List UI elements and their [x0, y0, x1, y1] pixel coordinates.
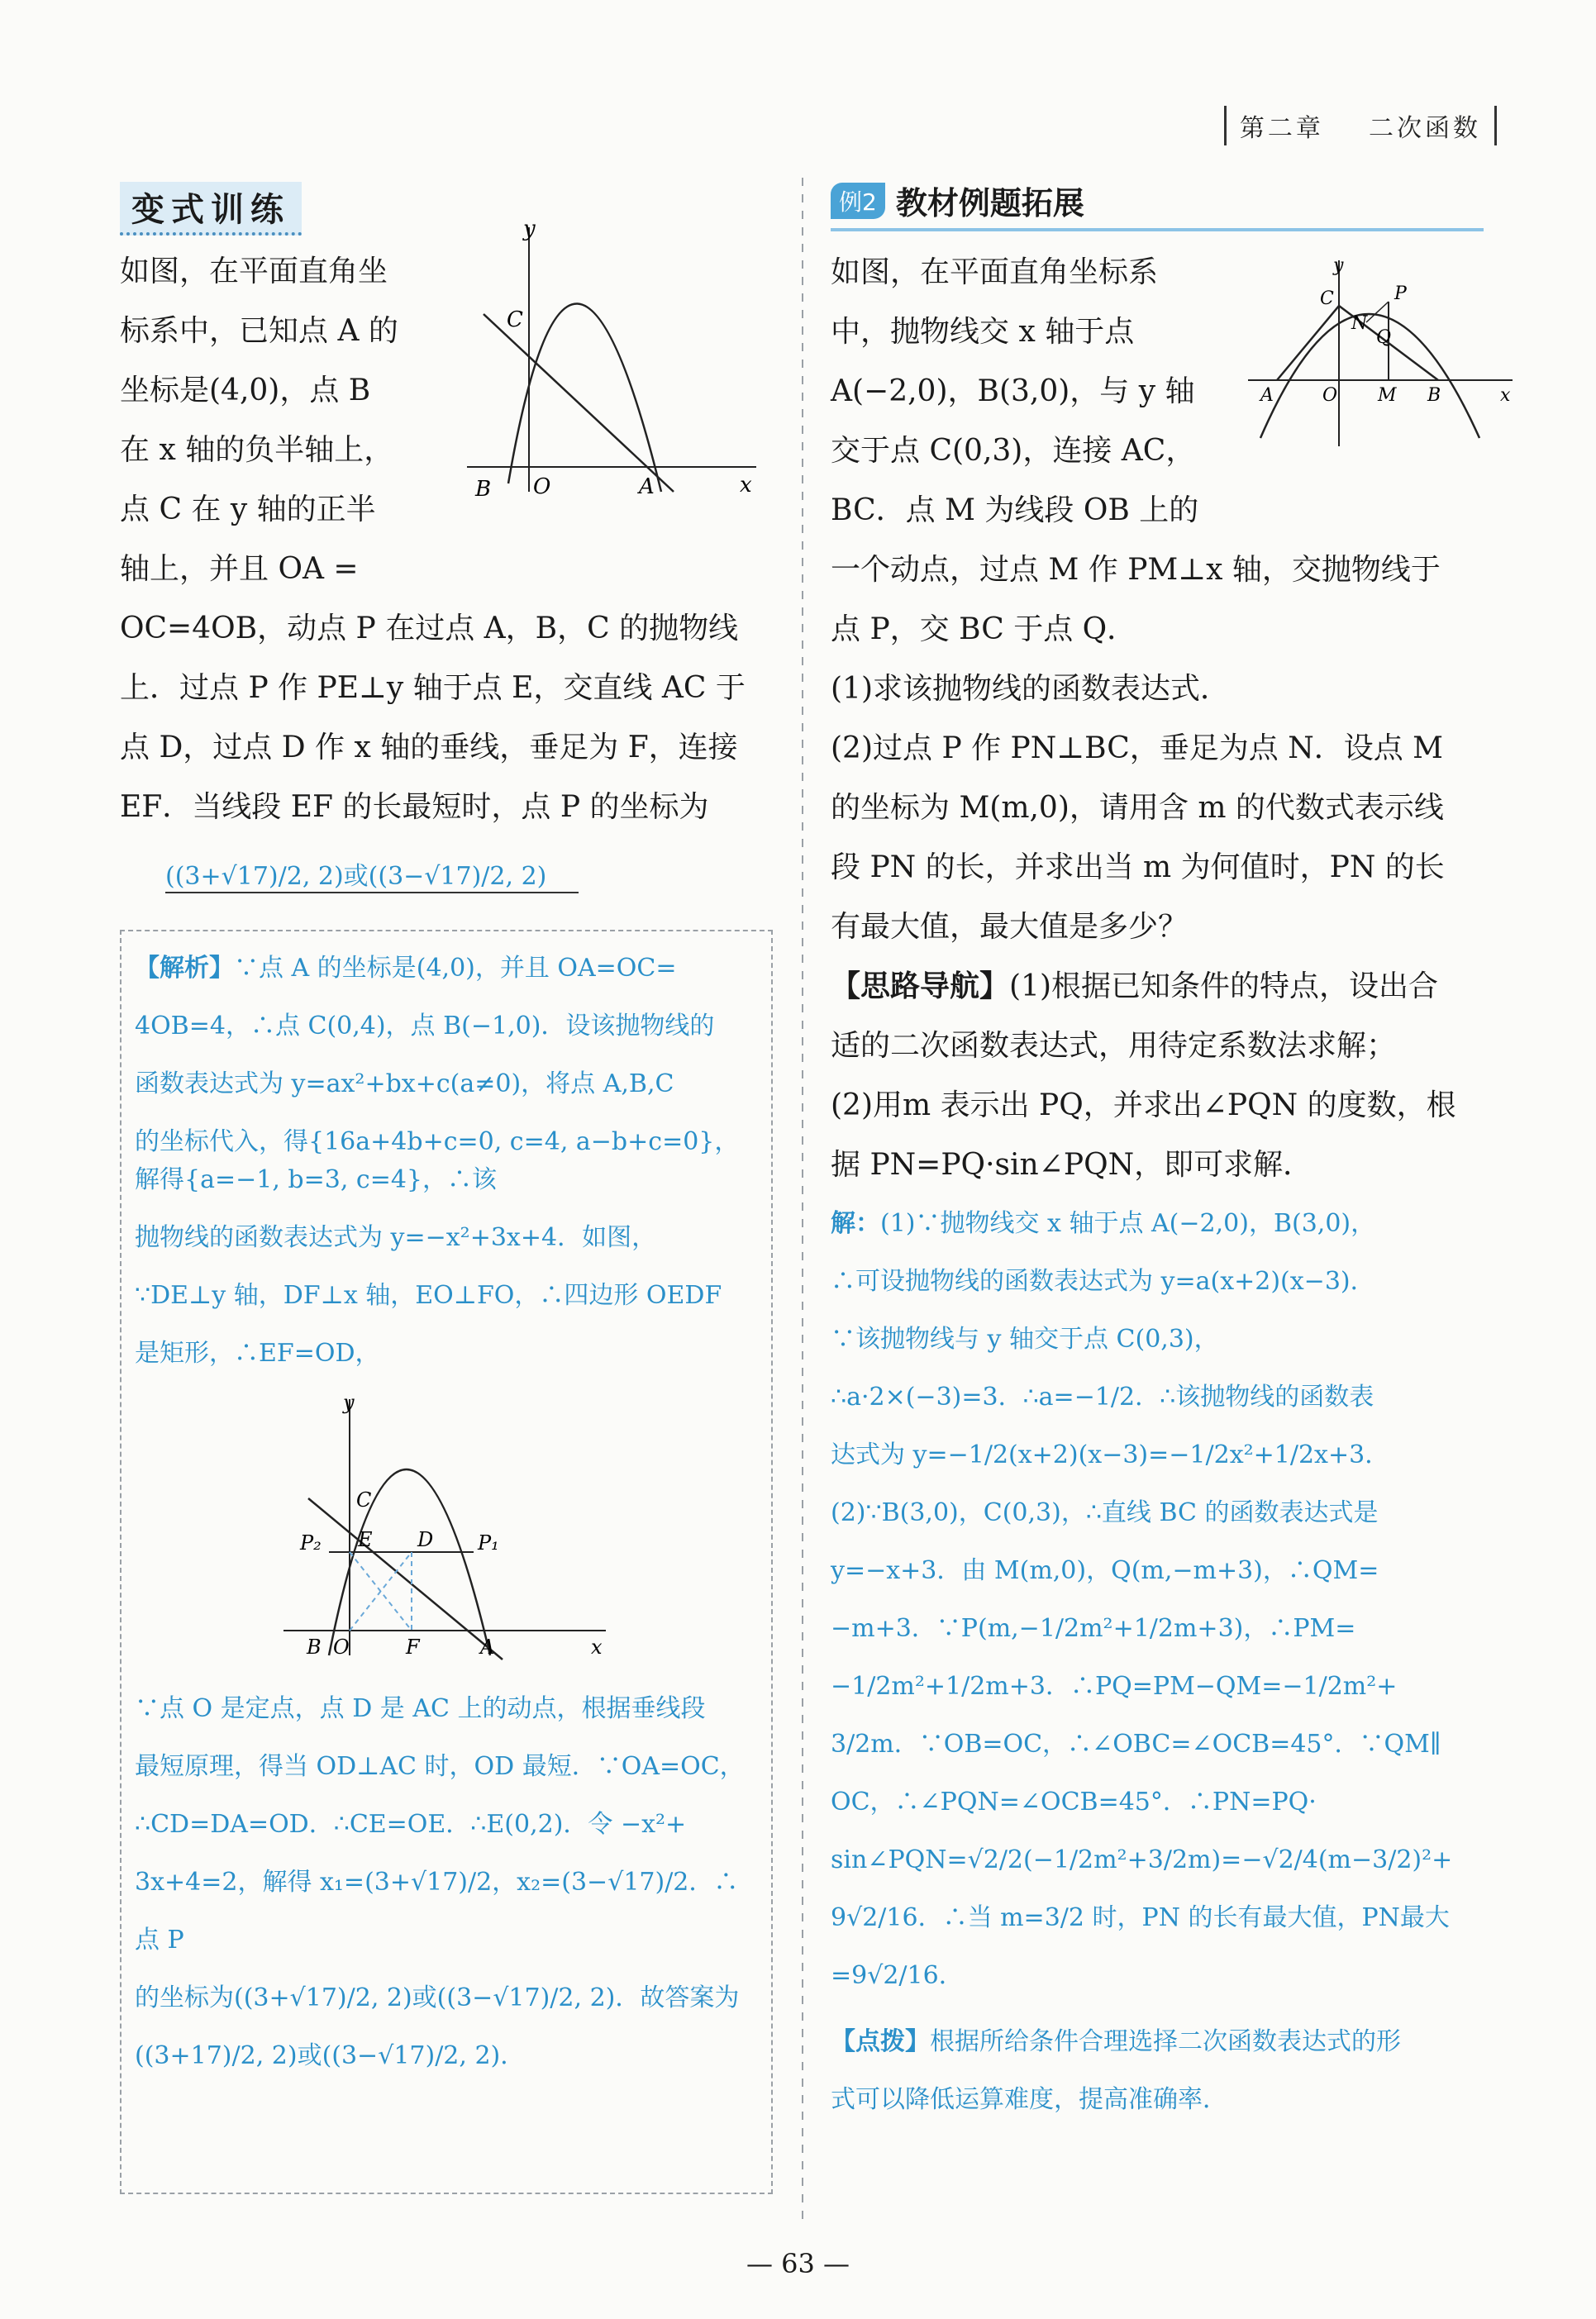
tip-text: 根据所给条件合理选择二次函数表达式的形: [930, 2027, 1401, 2056]
left-column: [120, 182, 773, 837]
analysis-figure: [267, 1391, 614, 1672]
solution-line: y=−x+3．由 M(m,0)，Q(m,−m+3)，∴QM=: [831, 1556, 1379, 1585]
x-axis-label: x: [740, 473, 752, 498]
example-figure: [1244, 256, 1517, 455]
tip-line: 式可以降低运算难度，提高准确率．: [831, 2085, 1227, 2114]
problem-line: OC=4OB，动点 P 在过点 A，B，C 的抛物线: [120, 612, 739, 645]
example-title: 教材例题拓展: [895, 185, 1084, 221]
point-n-label: N: [1351, 313, 1368, 334]
chapter-header: [1224, 106, 1497, 145]
solution-line: =9√2/16．: [831, 1961, 964, 1990]
analysis-box: [120, 930, 773, 2194]
problem-line: (2)过点 P 作 PN⊥BC，垂足为点 N．设点 M: [831, 731, 1444, 765]
x-axis-label: x: [591, 1636, 603, 1659]
analysis-line: 3x+4=2，解得 x₁=(3+√17)/2，x₂=(3−√17)/2．∴点 P: [135, 1868, 739, 1955]
example-heading: [831, 178, 1484, 231]
analysis-text: ∵点 A 的坐标是(4,0)，并且 OA=OC=: [234, 954, 677, 983]
problem-line: 段 PN 的长，并求出当 m 为何值时，PN 的长: [831, 850, 1445, 884]
analysis-line: 是矩形，∴EF=OD，: [135, 1339, 380, 1368]
problem-line: 坐标是(4,0)，点 B: [120, 374, 371, 407]
tip-line: [831, 2013, 1492, 2071]
point-p-label: P: [1394, 283, 1407, 304]
point-p2-label: P₂: [300, 1531, 322, 1555]
analysis-line: ((3+17)/2, 2)或((3−√17)/2, 2)．: [135, 2041, 526, 2070]
point-a-label: A: [480, 1636, 495, 1659]
problem-line: 如图，在平面直角坐: [120, 255, 388, 288]
point-p1-label: P₁: [478, 1531, 499, 1555]
solution-line: 9√2/16．∴当 m=3/2 时，PN 的长有最大值，PN最大: [831, 1903, 1450, 1932]
problem-line: 有最大值，最大值是多少？: [831, 910, 1189, 944]
problem-line: A(−2,0)，B(3,0)，与 y 轴: [831, 374, 1195, 408]
y-axis-label: y: [523, 219, 536, 241]
chapter-title: 二次函数: [1369, 114, 1481, 143]
hint-line: 适的二次函数表达式，用待定系数法求解；: [831, 1029, 1397, 1063]
hint-block: [831, 957, 1492, 1195]
solution-block: [831, 1195, 1492, 2005]
point-m-label: M: [1378, 385, 1397, 406]
solution-text: (1)∵抛物线交 x 轴于点 A(−2,0)，B(3,0)，: [880, 1209, 1376, 1238]
problem-line: 一个动点，过点 M 作 PM⊥x 轴，交抛物线于: [831, 553, 1441, 587]
hint-tag: 【思路导航】: [831, 969, 1010, 1003]
problem-line: EF．当线段 EF 的长最短时，点 P 的坐标为: [120, 790, 709, 824]
hint-line: 据 PN=PQ·sin∠PQN，即可求解．: [831, 1148, 1313, 1182]
point-b-label: B: [307, 1636, 322, 1659]
solution-line: ∵该抛物线与 y 轴交于点 C(0,3)，: [831, 1325, 1219, 1354]
problem-line: 的坐标为 M(m,0)，请用含 m 的代数式表示线: [831, 791, 1444, 825]
point-a-label: A: [639, 474, 655, 499]
problem-figure: [450, 219, 765, 500]
problem-line: 点 P，交 BC 于点 Q．: [831, 612, 1137, 646]
hint-text: (1)根据已知条件的特点，设出合: [1009, 969, 1439, 1003]
column-divider: [802, 178, 803, 2219]
point-f-label: F: [406, 1636, 420, 1659]
point-c-label: C: [356, 1488, 372, 1512]
analysis-line: ∵点 O 是定点，点 D 是 AC 上的动点，根据垂线段: [135, 1694, 706, 1723]
hint-line: [831, 957, 1492, 1017]
problem-line: 上．过点 P 作 PE⊥y 轴于点 E，交直线 AC 于: [120, 671, 746, 705]
answer-blank: ((3+√17)/2, 2)或((3−√17)/2, 2): [165, 855, 579, 893]
solution-line: OC，∴∠PQN=∠OCB=45°．∴PN=PQ·: [831, 1788, 1317, 1817]
solution-line: (2)∵B(3,0)，C(0,3)，∴直线 BC 的函数表达式是: [831, 1498, 1379, 1527]
analysis-line: 的坐标代入，得{16a+4b+c=0, c=4, a−b+c=0}，解得{a=−1, b=3, c=4}，∴该: [135, 1127, 740, 1194]
point-q-label: Q: [1376, 327, 1392, 348]
point-c-label: C: [1320, 288, 1334, 309]
point-o-label: O: [333, 1636, 350, 1659]
y-axis-label: y: [1333, 256, 1344, 276]
right-column: [831, 178, 1511, 2129]
problem-line: BC．点 M 为线段 OB 上的: [831, 493, 1199, 527]
y-axis-label: y: [343, 1391, 355, 1414]
solution-line: sin∠PQN=√2/2(−1/2m²+3/2m)=−√2/4(m−3/2)²+: [831, 1845, 1453, 1874]
analysis-line: 4OB=4，∴点 C(0,4)，点 B(−1,0)．设该抛物线的: [135, 1012, 715, 1040]
point-b-label: B: [475, 477, 492, 500]
problem-line: (1)求该抛物线的函数表达式．: [831, 672, 1230, 706]
analysis-line: 抛物线的函数表达式为 y=−x²+3x+4．如图，: [135, 1223, 657, 1252]
point-e-label: E: [358, 1528, 373, 1551]
tip-tag: 【点拨】: [831, 2027, 930, 2056]
point-o-label: O: [1322, 385, 1338, 406]
point-c-label: C: [507, 307, 523, 332]
solution-line: 达式为 y=−1/2(x+2)(x−3)=−1/2x²+1/2x+3．: [831, 1440, 1390, 1469]
analysis-line: ∴CD=DA=OD．∴CE=OE．∴E(0,2)．令 −x²+: [135, 1810, 687, 1839]
solution-line: −1/2m²+1/2m+3．∴PQ=PM−QM=−1/2m²+: [831, 1672, 1398, 1701]
problem-line: 在 x 轴的负半轴上，: [120, 433, 394, 467]
solution-line: ∴可设抛物线的函数表达式为 y=a(x+2)(x−3)．: [831, 1267, 1375, 1296]
section-title: 变式训练: [120, 182, 302, 236]
x-axis-label: x: [1500, 385, 1511, 406]
hint-line: (2)用m 表示出 PQ，并求出∠PQN 的度数，根: [831, 1088, 1456, 1122]
analysis-line: 的坐标为((3+√17)/2, 2)或((3−√17)/2, 2)．故答案为: [135, 1983, 740, 2012]
problem-line: 点 C 在 y 轴的正半: [120, 493, 376, 526]
solution-line: −m+3．∵P(m,−1/2m²+1/2m+3)，∴PM=: [831, 1614, 1356, 1643]
chapter-label: 第二章: [1239, 114, 1324, 143]
analysis-line: 最短原理，得当 OD⊥AC 时，OD 最短．∵OA=OC，: [135, 1752, 745, 1781]
page-number: — 63 —: [746, 2248, 850, 2279]
analysis-line: ∵DE⊥y 轴，DF⊥x 轴，EO⊥FO，∴四边形 OEDF: [135, 1281, 722, 1310]
solution-line: [831, 1195, 1492, 1253]
solution-tag: 解：: [831, 1209, 880, 1238]
point-d-label: D: [417, 1528, 434, 1551]
problem-line: 中，抛物线交 x 轴于点: [831, 315, 1135, 349]
point-b-label: B: [1427, 385, 1441, 406]
analysis-line: [135, 940, 758, 998]
tip-block: [831, 2013, 1492, 2129]
example-badge: 例2: [831, 183, 885, 219]
problem-line: 点 D，过点 D 作 x 轴的垂线，垂足为 F，连接: [120, 731, 738, 764]
problem-line: 如图，在平面直角坐标系: [831, 255, 1159, 289]
problem-line: 标系中，已知点 A 的: [120, 314, 398, 348]
analysis-tag: 【解析】: [135, 954, 234, 983]
solution-line: ∴a·2×(−3)=3．∴a=−1/2．∴该抛物线的函数表: [831, 1383, 1374, 1412]
problem-line: 交于点 C(0,3)，连接 AC，: [831, 434, 1196, 468]
point-a-label: A: [1260, 385, 1274, 406]
solution-line: 3/2m．∵OB=OC，∴∠OBC=∠OCB=45°．∵QM∥: [831, 1730, 1441, 1759]
point-o-label: O: [533, 474, 551, 499]
analysis-line: 函数表达式为 y=ax²+bx+c(a≠0)，将点 A,B,C: [135, 1069, 674, 1098]
problem-line: 轴上，并且 OA =: [120, 552, 359, 586]
